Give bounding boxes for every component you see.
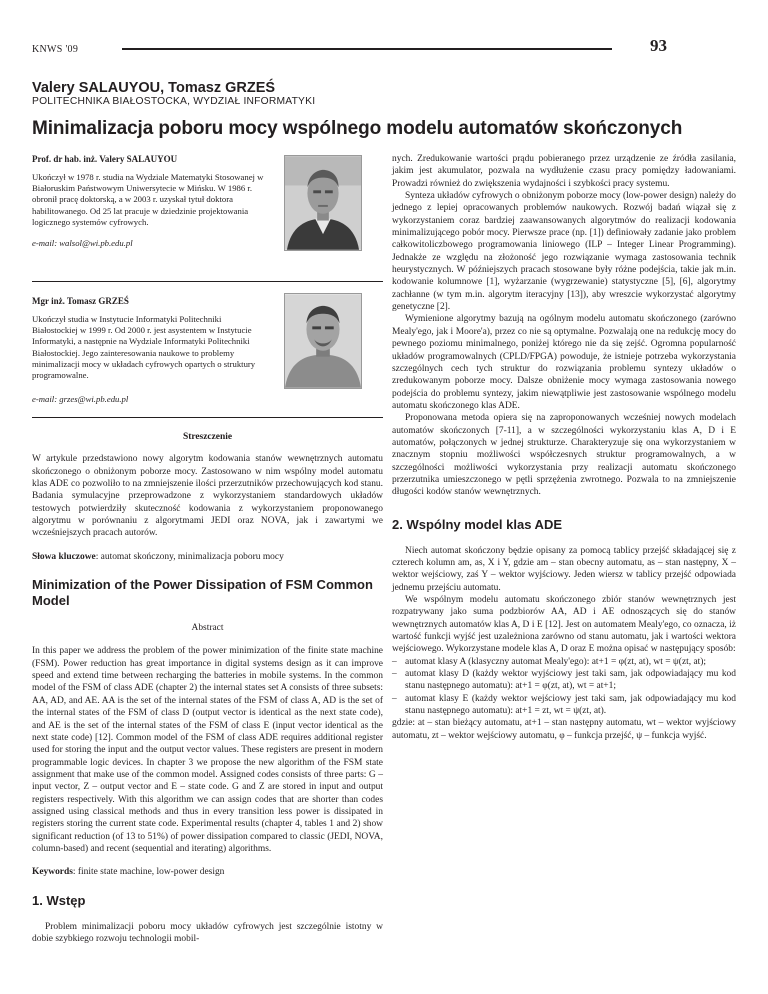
keywords-pl (32, 551, 383, 563)
right-paragraph-4: Proponowana metoda opiera się na zaproponowanych wcześniej nowych modelach automatów skończonych [7-11], a w szczególności wykorzystaniu klas A, D i E automatów, połączonych w jednej strukturze. Charakteryzuje się ona wykorzystaniem w znacznym stopniu możliwości współczesnych struktur programowalnych, a w szczególności możliwości wykorzystania przy realizacji automatu skończonego przerzutnika umieszczonego w pętli sprzężenia zwrotnego. Pozwala to na zmniejszenie długości kodów stanów wewnętrznych. (392, 413, 736, 498)
keywords-pl-label: Słowa kluczowe (32, 551, 96, 562)
affiliation: POLITECHNIKA BIAŁOSTOCKA, WYDZIAŁ INFORMATYKI (32, 96, 316, 107)
streszczenie-heading: Streszczenie (182, 432, 233, 442)
section2-heading: 2. Wspólny model klas ADE (392, 516, 563, 532)
keywords-pl-text: : automat skończony, minimalizacja poboru mocy (95, 551, 284, 562)
section1-heading: 1. Wstęp (32, 892, 86, 908)
bio-divider-1 (32, 281, 383, 282)
bio2-email: e-mail: grzes@wi.pb.edu.pl (32, 394, 129, 405)
page-number: 93 (650, 36, 667, 55)
abstract-heading: Abstract (191, 623, 224, 634)
keywords-en-label: Keywords (32, 867, 73, 878)
right-paragraph-5: Niech automat skończony będzie opisany za pomocą tablicy przejść składającej się z czterech kolumn am, as, X i Y, gdzie am – stan obecny automatu, as – stan następny, X – wektor wejściowy, zaś Y – wektor wyjściowy. Jeden wiersz w tablicy przejść odpowiada jednemu przejściu automatu. (392, 545, 736, 593)
author-photo-salauyou (284, 155, 362, 251)
bio1-email: e-mail: walsol@wi.pb.edu.pl (32, 238, 133, 249)
right-paragraph-1: nych. Zredukowanie wartości prądu pobieranego przez urządzenie ze źródła zasilania, jakim jest akumulator, pozwala na wydłużenie czasu pracy pomiędzy ładowaniami. Prowadzi również do zwiększenia wydajności i szybkości pracy systemu. (392, 154, 736, 189)
list-item: – automat klasy D (każdy wektor wyjściowy jest taki sam, jak odpowiadający mu kod stanu następnego automatu): at+1 = φ(zt, at), wt = at+1; (392, 669, 736, 692)
bio2-name: Mgr inż. Tomasz GRZEŚ (32, 296, 129, 306)
right-paragraph-7: gdzie: at – stan bieżący automatu, at+1 – stan następny automatu, wt – wektor wyjściowy automatu, zt – wektor wejściowy automatu, φ – funkcja przejść, ψ – funkcja wyjść. (392, 718, 736, 741)
header-rule (122, 48, 612, 50)
bio2-text: Ukończył studia w Instytucie Informatyki Politechniki Białostockiej w 1999 r. Od 2000 r. jest asystentem w Instytucie Informatyki, a następnie na Wydziale Informatyki Politechniki Białostockiej. Jego zainteresowania naukowe to problemy minimalizacji mocy w układach cyfrowych opartych o struktury programowalne. (32, 314, 256, 381)
english-title: Minimization of the Power Dissipation of FSM Common Model (32, 577, 373, 608)
bio-divider-2 (32, 417, 383, 418)
paper-title: Minimalizacja poboru mocy wspólnego modelu automatów skończonych (32, 118, 683, 139)
list-item: – automat klasy A (klasyczny automat Mealy'ego): at+1 = φ(zt, at), wt = ψ(zt, at); (392, 656, 736, 668)
list-item-text: automat klasy E (każdy wektor wejściowy jest taki sam, jak odpowiadający mu kod stanu następnego automatu): at+1 = zt, wt = ψ(zt, at). (405, 693, 736, 717)
keywords-en (32, 866, 383, 878)
authors: Valery SALAUYOU, Tomasz GRZEŚ (32, 80, 276, 96)
right-paragraph-6: We wspólnym modelu automatu skończonego zbiór stanów wewnętrznych jest rozpatrywany jako suma podzbiorów AA, AD i AE odnoszących się do stanów wewnętrznych automatów klas A, D i E [12]. Jest on automatem Mealy'ego, co oznacza, iż wartość funkcji wyjść jest uzależniona zarówno od stanu automatu, jak i wartości wektora wejściowego. Wykorzystane modele klas A, D oraz E można opisać w następujący sposób: (392, 595, 736, 655)
list-item-text: automat klasy A (klasyczny automat Mealy'ego): at+1 = φ(zt, at), wt = ψ(zt, at); (405, 656, 707, 667)
right-paragraph-3: Wymienione algorytmy bazują na ogólnym modelu automatu skończonego (zarówno Mealy'ego, jak i Moore'a), przez co nie są optymalne. Pozwalają one na redukcję mocy do pewnego poziomu minimalnego, poniżej którego nie da się zejść. Ogromna popularność układów programowalnych (CPLD/FPGA) powoduje, że istnieje potrzeba wykorzystania szczególnych cech tych struktur do rozwiązania problemu syntezy układów o zredukowanym poborze mocy. Dalsze obniżenie mocy wymaga zastosowania nowego podejścia do problemu syntezy, jakim niewątpliwie jest zastosowanie wspólnego modelu automatu skończonego klas ADE. (392, 314, 736, 411)
list-item-text: automat klasy D (każdy wektor wyjściowy jest taki sam, jak odpowiadający mu kod stanu następnego automatu): at+1 = φ(zt, at), wt = at+1; (405, 669, 736, 692)
right-paragraph-2: Synteza układów cyfrowych o obniżonym poborze mocy (low-power design) należy do jednego z lepiej opracowanych problemów naukowych. Rozwój badań wiązał się z wykorzystaniem coraz bardziej zaawansowanych algorytmów do realizacji kodowania minimalizującego pobór mocy. Pierwsze prace (np. [1]) definiowały zadanie jako problem całkowitoliczbowego programowania liniowego (ILP – Integer Linear Programming). Jednakże ze względu na złożoność jego rozwiązanie wymaga zastosowania technik heurystycznych. W późniejszych pracach stosowane były różne podejścia, takie jak m.in. kodowanie kolumnowe [1], wyżarzanie (wygrzewanie) statystyczne [5], [6], algorytmy zachłanne (w tym m.in. algorytm iteracyjny [13]), aby wreszcie wykorzystać algorytmy genetyczne [2]. (392, 191, 736, 313)
right-column (392, 153, 736, 742)
abstract-text: In this paper we address the problem of the power minimization of the finite state machine (FSM). Power reduction has great importance in digital systems design as it can improve speed and extend time between recharging the batteries in mobile systems. In the common model of the FSM of class ADE (chapter 2) the internal states set A consists of three subsets: AA, AD, and AE. AA is the set of the internal states of the FSM of class A, AD is the set of the internal states of the FSM of class D (output vector is identical as the next state code), and AE is the set of the internal states of the FSM of class E (input vector identical as the next state code) [12]. Common model of the FSM of class ADE requires additional register used for storing the input and the output vector values. These registers are present in modern programmable logic devices. In chapter 3 we propose the new algorithm of the FSM state assignment that make use of the common model. Assigned codes consists of three parts: G – input vector, Z – output vector and E – state code. G and Z are stored in input and output registers respectively. With this algorithm we can assign codes that are shorter than codes assigned using classical methods and thus in every transition less power is dissipated in registers storing the current state code. Experimental results (chapter 4, tables 1 and 2) show significant reduction (of 13 to 51%) of power dissipation compared to classic (JEDI, NOVA, column-based) and recent (sequential and iterating) algorithms. (32, 646, 383, 854)
left-column (32, 153, 383, 945)
journal-name: KNWS '09 (32, 44, 79, 55)
keywords-en-text: : finite state machine, low-power design (72, 867, 225, 878)
bio1-name: Prof. dr hab. inż. Valery SALAUYOU (32, 154, 178, 164)
section1-intro: Problem minimalizacji poboru mocy układów cyfrowych jest szczególnie istotny w dobie szybkiego rozwoju technologii mobil- (32, 921, 383, 944)
list-item: – automat klasy E (każdy wektor wejściowy jest taki sam, jak odpowiadający mu kod stanu następnego automatu): at+1 = zt, wt = ψ(zt, at). (392, 693, 736, 717)
streszczenie-text: W artykule przedstawiono nowy algorytm kodowania stanów wewnętrznych automatu skończonego o obniżonym poborze mocy. Zastosowano w nim wspólny model automatu klas ADE co pozwoliło to na zmniejszenie ilości przerzutników przechowujących kod stanu. Badania symulacyjne przeprowadzone z wykorzystaniem standardowych układów testowych potwierdziły skuteczność kodowania z wykorzystaniem proponowanego algorytmu w porównaniu z algorytmami JEDI oraz NOVA, jak i zawartymi we wcześniejszych pracach autorów. (32, 454, 383, 539)
author-photo-grzes (284, 293, 362, 389)
bio1-text: Ukończył w 1978 r. studia na Wydziale Matematyki Stosowanej w Białoruskim Państwowym Uniwersytecie w Mińsku. W 1986 r. obronił pracę doktorską, a w 2003 r. uzyskał tytuł doktora habilitowanego. Od 25 lat pracuje w dziedzinie projektowania logicznego systemów cyfrowych. (32, 172, 264, 227)
